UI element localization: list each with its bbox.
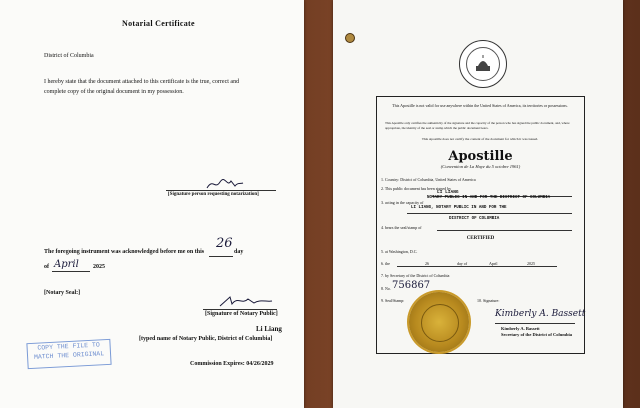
item-7-label: 7. by Secretary of the District of Columbia xyxy=(381,273,450,278)
item-6-month: April xyxy=(489,261,498,266)
apostille-convention: (Convention de La Haye du 5 octobre 1961) xyxy=(440,164,521,169)
copy-match-stamp xyxy=(26,339,111,369)
item-1-country: 1. Country: District of Columbia, United States of America xyxy=(381,177,476,182)
commission-expiry: Commission Expires: 04/26/2029 xyxy=(190,361,274,367)
apostille-notice-2: This Apostille only certifies the authenticity of the signature and the capacity of the person who has signed the public document, and, where appropriate, the identity of the seal or stamp which the public document bears. xyxy=(385,121,570,130)
certificate-title: Notarial Certificate xyxy=(122,19,195,28)
notary-signature xyxy=(218,293,274,309)
ack-year: 2025 xyxy=(93,264,105,270)
notary-signature-line xyxy=(203,309,277,310)
district-emblem-icon xyxy=(459,40,507,88)
notary-signature-caption: [Signature of Notary Public] xyxy=(205,311,278,317)
secretary-signature: Kimberly A. Bassett xyxy=(495,309,586,319)
item-8-value: 756867 xyxy=(392,280,431,291)
item-4-label: 4. bears the seal/stamp of xyxy=(381,225,422,230)
requester-signature-line xyxy=(166,190,276,191)
item-3-label: 3. acting in the capacity of xyxy=(381,200,424,205)
item-2-label: 2. This public document has been signed by xyxy=(381,186,452,191)
ack-day-line xyxy=(209,256,233,257)
capitol-icon xyxy=(473,54,493,74)
apostille-notice-1: This Apostille is not valid for use anywhere within the United States of America, its territories or possessions. xyxy=(392,103,568,108)
ack-month-line xyxy=(52,271,90,272)
signer-title: Secretary of the District of Columbia xyxy=(501,332,573,337)
item-9-label: 9. Seal/Stamp: xyxy=(381,298,405,303)
item-10-label: 10. Signature: xyxy=(477,298,500,303)
ack-day-handwritten: 26 xyxy=(216,236,233,251)
apostille-box xyxy=(376,96,585,354)
acknowledgement-text: The foregoing instrument was acknowledged before me on this xyxy=(44,249,205,255)
ack-of: of xyxy=(44,264,49,270)
item-6-label: 6. the xyxy=(381,261,390,266)
item-6-year: 2025 xyxy=(527,261,535,266)
item-2-value: LI LIANG xyxy=(437,190,459,195)
item-3-value-1: NOTARY PUBLIC IN AND FOR THE DISTRICT OF COLUMBIA xyxy=(427,196,551,200)
item-5-label: 5. at Washington, D.C. xyxy=(381,249,418,254)
item-3-value-2: LI LIANG, NOTARY PUBLIC IN AND FOR THE xyxy=(411,206,507,210)
item-6-dayof: day of xyxy=(457,261,468,266)
apostille-notice-3: This Apostille does not certify the content of the document for which it was issued. xyxy=(421,137,539,141)
certified-label: CERTIFIED xyxy=(466,236,495,241)
ack-day-word: day xyxy=(234,249,244,255)
stamp-line-2: MATCH THE ORIGINAL xyxy=(33,350,105,361)
requester-signature-caption: [Signature person requesting notarization] xyxy=(168,192,259,197)
signer-name: Kimberly A. Bassett xyxy=(501,326,540,331)
statement-line-2: complete copy of the original document in my possession. xyxy=(44,89,184,95)
notary-name: Li Liang xyxy=(256,325,282,333)
item-6-day: 26 xyxy=(425,261,429,266)
gold-seal-icon xyxy=(409,292,469,352)
item-3-value-3: DISTRICT OF COLUMBIA xyxy=(449,217,500,221)
notary-name-caption: [typed name of Notary Public, District of Columbia] xyxy=(139,336,273,342)
stamp-line-1: COPY THE FILE TO xyxy=(37,341,100,352)
ack-month-handwritten: April xyxy=(54,259,79,270)
binder-pin-icon xyxy=(345,33,355,43)
notary-seal-label: [Notary Seal:] xyxy=(44,290,81,296)
apostille-heading: Apostille xyxy=(448,149,513,164)
item-8-label: 8. No. xyxy=(381,286,391,291)
statement-line-1: I hereby state that the document attached to this certificate is the true, correct and xyxy=(44,79,240,85)
district-label: District of Columbia xyxy=(44,53,94,59)
notarial-certificate-page xyxy=(0,0,304,408)
